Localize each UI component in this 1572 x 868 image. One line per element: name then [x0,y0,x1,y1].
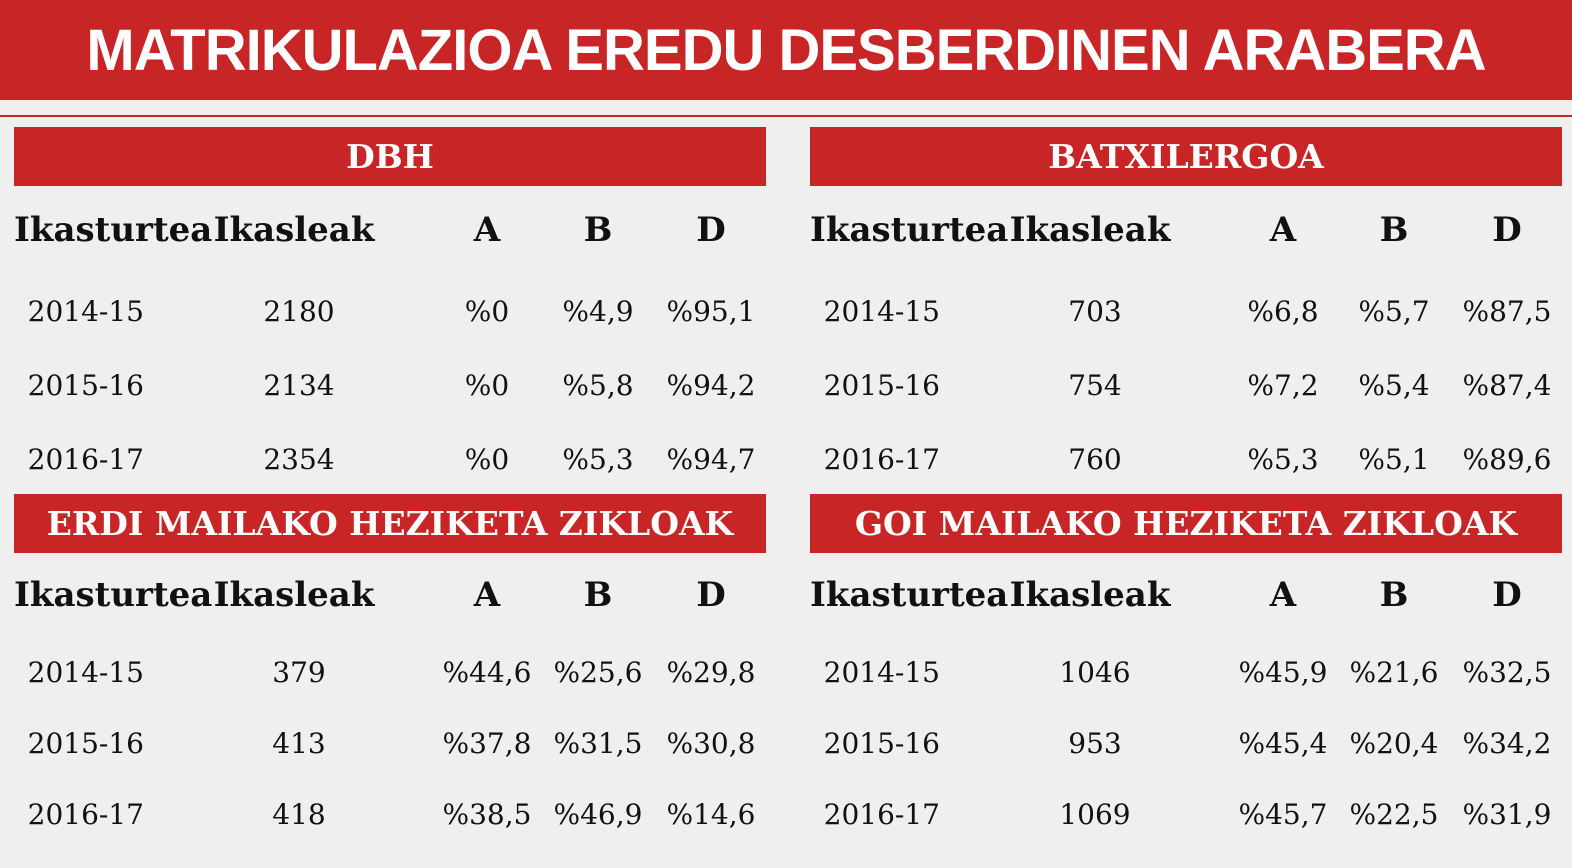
column-header-a: A [1269,575,1297,615]
section-header: GOI MAILAKO HEZIKETA ZIKLOAK [810,494,1562,553]
section-header: DBH [14,127,766,186]
table-row [14,422,766,496]
model-b-cell: %5,3 [562,442,634,476]
year-cell: 2014-15 [27,656,144,689]
table-row [14,708,766,779]
model-b-cell: %25,6 [553,656,643,689]
column-header-year: Ikasturtea [810,210,1009,250]
model-a-cell: %38,5 [442,798,532,831]
table-header-row [14,553,766,637]
students-cell: 760 [1068,442,1122,476]
model-a-cell: %6,8 [1247,294,1319,328]
column-header-students: Ikasleak [1009,575,1171,615]
students-cell: 379 [272,656,326,689]
students-cell: 1046 [1059,656,1131,689]
model-a-cell: %5,3 [1247,442,1319,476]
column-header-students: Ikasleak [213,575,375,615]
enrollment-table [14,186,766,496]
table-row [14,637,766,708]
model-b-cell: %5,8 [562,368,634,402]
year-cell: 2015-16 [823,727,940,760]
section-goi-mailako [810,494,1562,850]
column-header-year: Ikasturtea [14,575,213,615]
table-row [14,779,766,850]
model-d-cell: %30,8 [666,727,756,760]
section-batxilergoa [810,127,1562,496]
column-header-b: B [1379,575,1409,615]
students-cell: 2354 [263,442,335,476]
enrollment-table [810,553,1562,850]
year-cell: 2016-17 [27,798,144,831]
model-b-cell: %20,4 [1349,727,1439,760]
column-header-students: Ikasleak [1009,210,1171,250]
table-row [810,779,1562,850]
students-cell: 703 [1068,294,1122,328]
year-cell: 2016-17 [27,442,144,476]
column-header-students: Ikasleak [213,210,375,250]
model-a-cell: %45,9 [1238,656,1328,689]
column-header-b: B [583,210,613,250]
table-row [810,274,1562,348]
section-dbh [14,127,766,496]
column-header-d: D [1492,575,1522,615]
model-a-cell: %0 [464,442,510,476]
students-cell: 413 [272,727,326,760]
section-erdi-mailako [14,494,766,850]
title-banner [0,0,1572,100]
year-cell: 2014-15 [823,294,940,328]
year-cell: 2015-16 [27,727,144,760]
table-row [810,708,1562,779]
column-header-d: D [696,575,726,615]
table-row [810,422,1562,496]
model-a-cell: %37,8 [442,727,532,760]
students-cell: 418 [272,798,326,831]
model-d-cell: %34,2 [1462,727,1552,760]
model-d-cell: %94,2 [666,368,756,402]
page-title: MATRIKULAZIOA EREDU DESBERDINEN ARABERA [86,17,1486,83]
model-d-cell: %95,1 [666,294,756,328]
table-row [810,348,1562,422]
students-cell: 2134 [263,368,335,402]
model-a-cell: %0 [464,368,510,402]
model-a-cell: %44,6 [442,656,532,689]
table-row [14,348,766,422]
table-header-row [810,186,1562,274]
model-d-cell: %31,9 [1462,798,1552,831]
column-header-a: A [473,210,501,250]
model-b-cell: %46,9 [553,798,643,831]
year-cell: 2015-16 [27,368,144,402]
column-header-year: Ikasturtea [14,210,213,250]
column-header-d: D [1492,210,1522,250]
students-cell: 2180 [263,294,335,328]
column-header-a: A [473,575,501,615]
model-d-cell: %29,8 [666,656,756,689]
model-b-cell: %31,5 [553,727,643,760]
model-d-cell: %89,6 [1462,442,1552,476]
model-d-cell: %14,6 [666,798,756,831]
year-cell: 2016-17 [823,798,940,831]
column-header-d: D [696,210,726,250]
table-header-row [14,186,766,274]
model-b-cell: %5,7 [1358,294,1430,328]
column-header-a: A [1269,210,1297,250]
model-b-cell: %21,6 [1349,656,1439,689]
students-cell: 953 [1068,727,1122,760]
model-b-cell: %4,9 [562,294,634,328]
column-header-year: Ikasturtea [810,575,1009,615]
enrollment-table [810,186,1562,496]
table-row [14,274,766,348]
students-cell: 754 [1068,368,1122,402]
model-d-cell: %87,5 [1462,294,1552,328]
year-cell: 2015-16 [823,368,940,402]
model-b-cell: %5,4 [1358,368,1430,402]
column-header-b: B [1379,210,1409,250]
model-b-cell: %5,1 [1358,442,1430,476]
enrollment-table [14,553,766,850]
year-cell: 2014-15 [823,656,940,689]
model-a-cell: %45,7 [1238,798,1328,831]
title-divider [0,115,1572,117]
section-header: ERDI MAILAKO HEZIKETA ZIKLOAK [14,494,766,553]
year-cell: 2014-15 [27,294,144,328]
model-d-cell: %32,5 [1462,656,1552,689]
section-header: BATXILERGOA [810,127,1562,186]
model-b-cell: %22,5 [1349,798,1439,831]
table-row [810,637,1562,708]
model-a-cell: %7,2 [1247,368,1319,402]
students-cell: 1069 [1059,798,1131,831]
model-d-cell: %94,7 [666,442,756,476]
model-a-cell: %0 [464,294,510,328]
model-a-cell: %45,4 [1238,727,1328,760]
model-d-cell: %87,4 [1462,368,1552,402]
table-header-row [810,553,1562,637]
year-cell: 2016-17 [823,442,940,476]
column-header-b: B [583,575,613,615]
